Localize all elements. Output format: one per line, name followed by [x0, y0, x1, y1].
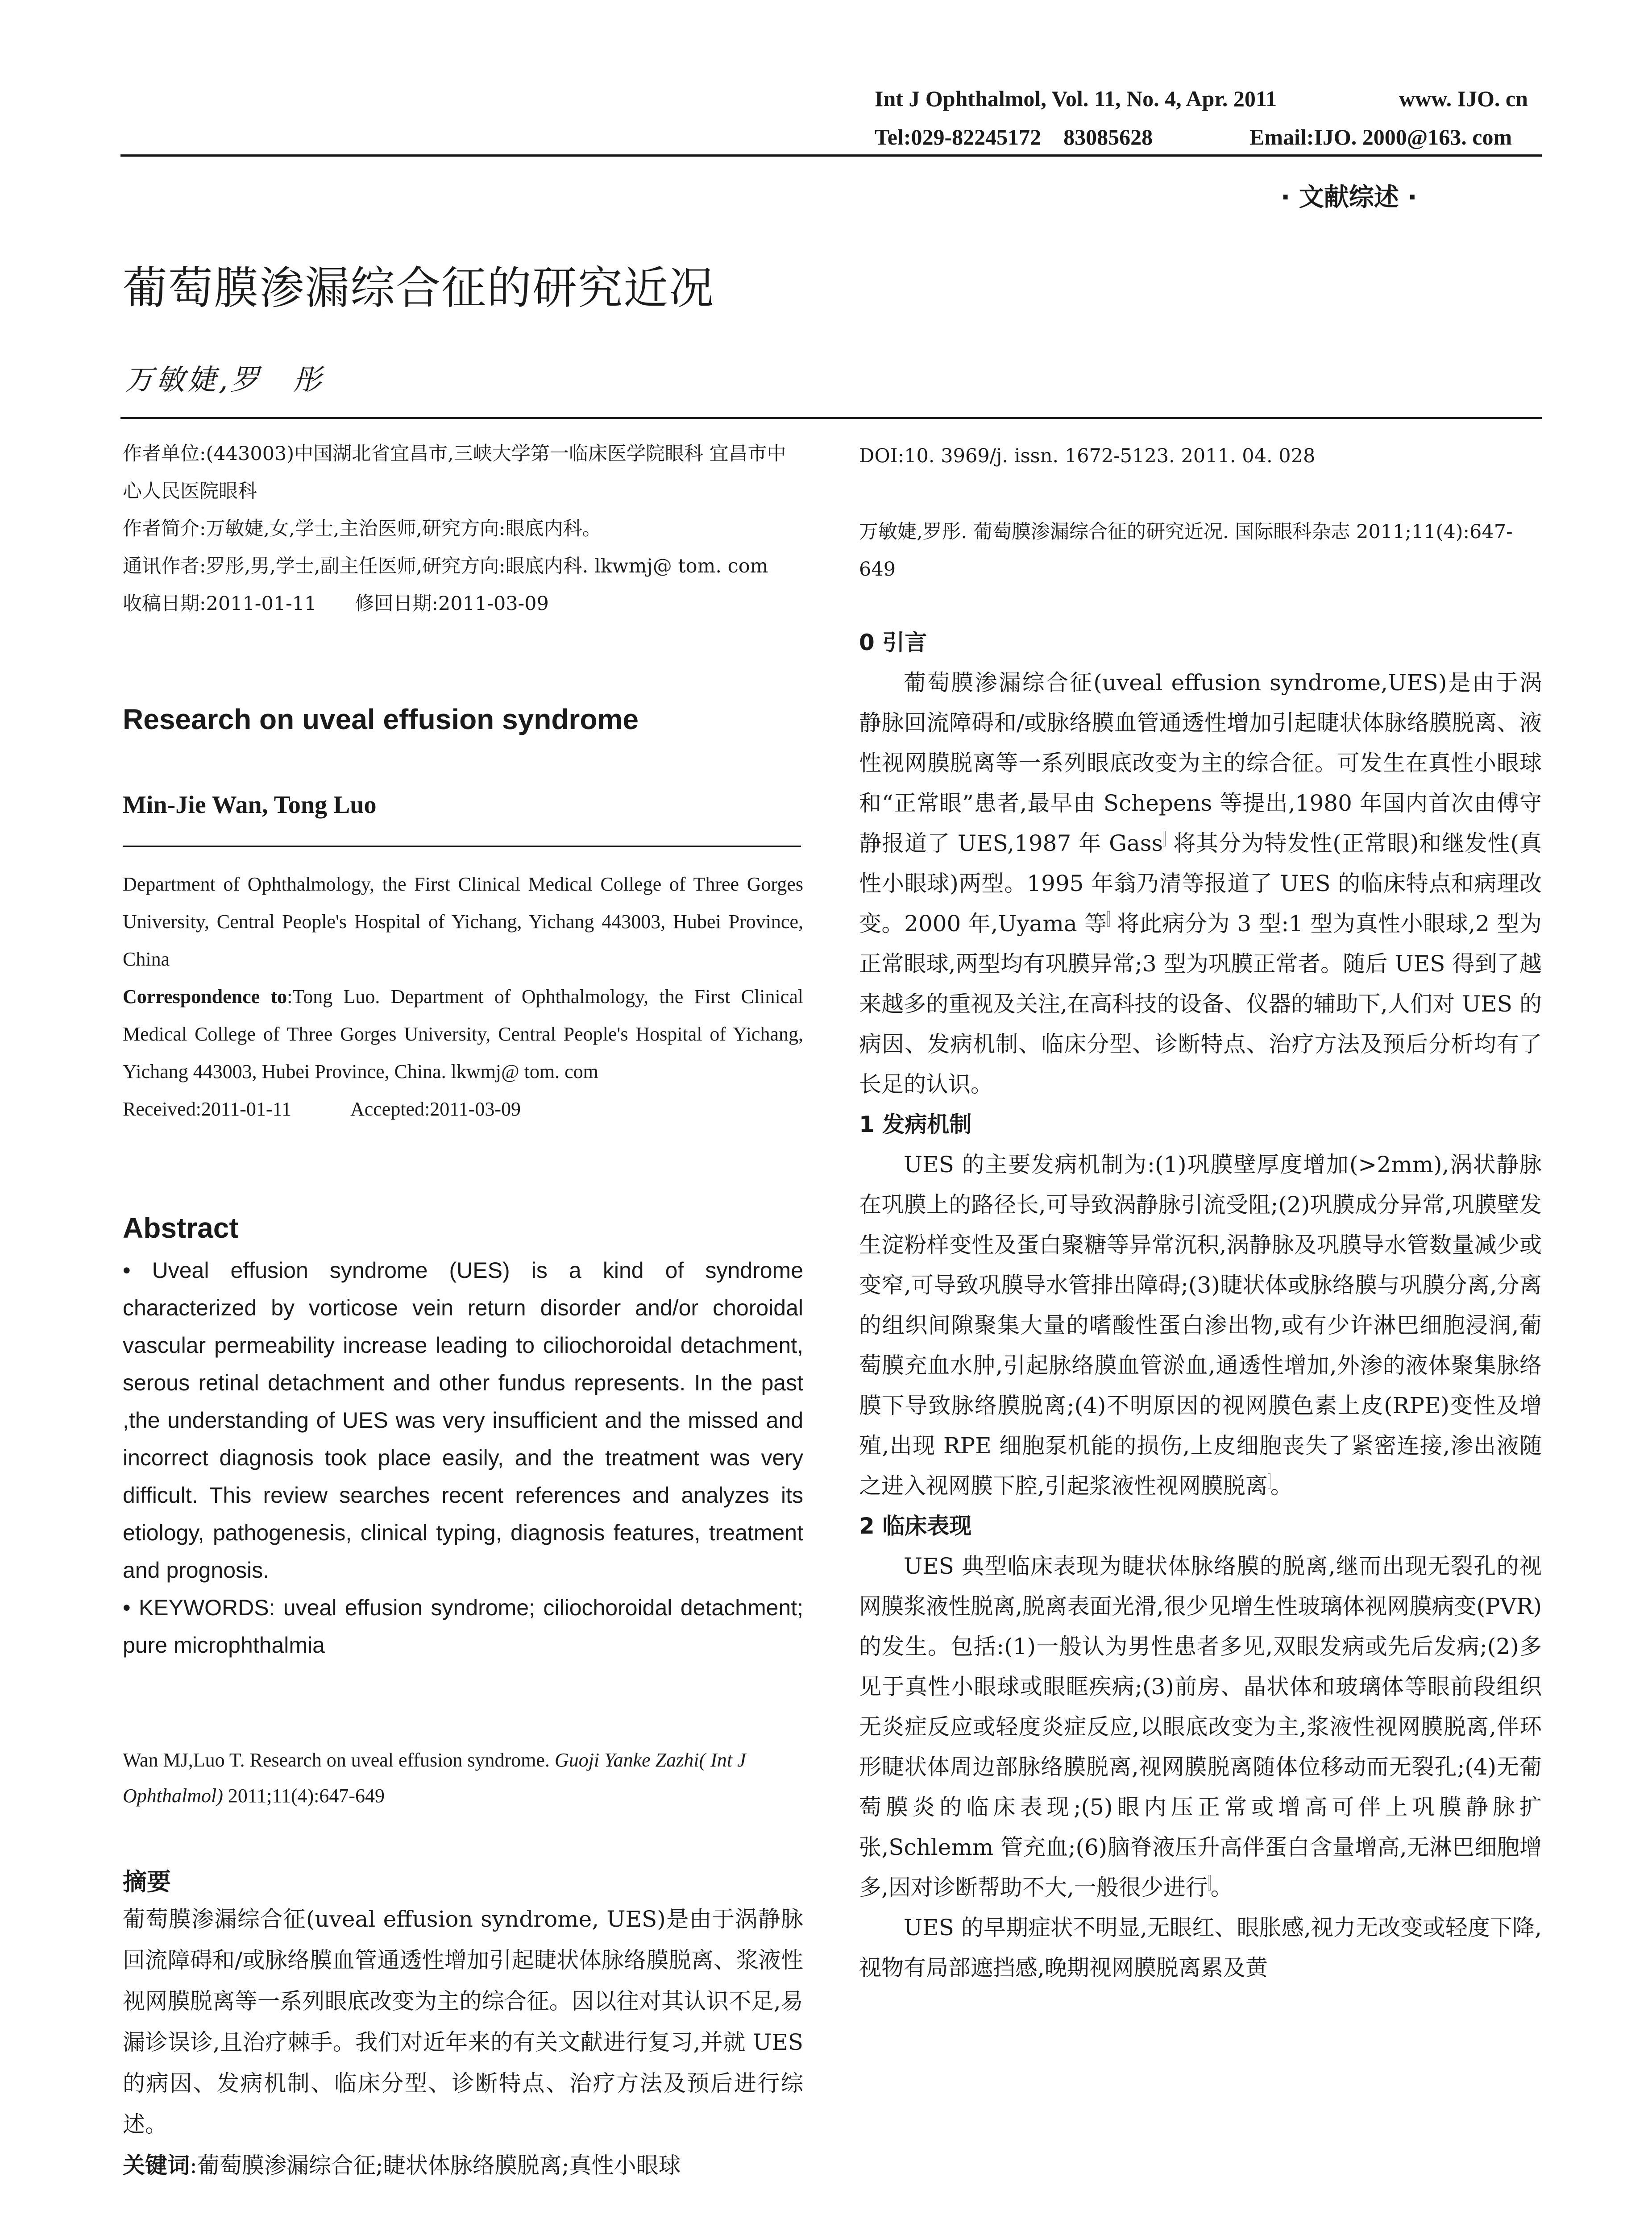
authors-rule	[123, 846, 801, 847]
correspondence-label: Correspondence to	[123, 986, 287, 1008]
chinese-abstract-heading: 摘要	[123, 1868, 171, 1896]
s1-text-b: 。	[1270, 1473, 1293, 1499]
title-rule	[120, 417, 1542, 419]
corresponding-author: 通讯作者:罗彤,男,学士,副主任医师,研究方向:眼底内科. lkwmj@ tom. com	[123, 555, 768, 577]
journal-email: Email:IJO. 2000@163. com	[1249, 124, 1512, 149]
journal-info: Int J Ophthalmol, Vol. 11, No. 4, Apr. 2011	[875, 86, 1277, 111]
journal-tel: Tel:029-82245172 83085628	[875, 124, 1153, 149]
abstract-heading: Abstract	[123, 1212, 239, 1244]
section-1-body	[859, 1145, 1542, 1506]
left-column	[123, 435, 803, 622]
section-0-heading: 0 引言	[859, 630, 927, 655]
abstract-keywords: • KEYWORDS: uveal effusion syndrome; ciliochoroidal detachment; pure microphthalmia	[123, 1595, 803, 1658]
abstract-text: • Uveal effusion syndrome (UES) is a kind of syndrome characterized by vorticose vein return disorder and/or choroidal vascular permeability increase leading to ciliochoroidal detachment, serous retinal detachment and other fundus represents. In the past ,the understanding of UES was very insufficient and the missed and incorrect diagnosis took place easily, and the treatment was very difficult. This review searches recent references and analyzes its etiology, pathogenesis, clinical typing, diagnosis features, treatment and prognosis.	[123, 1258, 803, 1583]
english-department: Department of Ophthalmology, the First Clinical Medical College of Three Gorges University, Central People's Hospital of Yichang, Yichang 443003, Hubei Province, China	[123, 873, 803, 970]
section-0-paragraph	[859, 663, 1542, 1104]
english-affiliation-block	[123, 866, 803, 1128]
section-tag: · 文献综述 ·	[1281, 183, 1417, 212]
s0-text-b: 将其分为特发性(正常眼)和继发性(真性小眼球)两型。1995 年翁乃清等报道了 UES 的临床特点和病理改变。2000 年,Uyama 等	[859, 830, 1542, 937]
received-dates: 收稿日期:2011-01-11 修回日期:2011-03-09	[123, 593, 549, 615]
right-column-body	[859, 622, 1542, 1988]
s0-text-c: 将此病分为 3 型:1 型为真性小眼球,2 型为正常眼球,两型均有巩膜异常;3 型为巩膜正常者。随后 UES 得到了越来越多的重视及关注,在高科技的设备、仪器的辅助下,人们对 UES 的病因、发病机制、临床分型、诊断特点、治疗方法及预后分析均有了长足的认识。	[859, 911, 1542, 1097]
citation-volume: 2011;11(4):647-649	[223, 1785, 385, 1807]
author-bio: 作者简介:万敏婕,女,学士,主治医师,研究方向:眼底内科。	[123, 518, 602, 540]
abstract-block	[123, 1252, 803, 1664]
english-citation	[123, 1742, 803, 1814]
chinese-citation: 万敏婕,罗彤. 葡萄膜渗漏综合征的研究近况. 国际眼科杂志 2011;11(4):647-649	[859, 521, 1513, 581]
s1-text-a: UES 的主要发病机制为:(1)巩膜壁厚度增加(>2mm),涡状静脉在巩膜上的路径长,可导致涡静脉引流受阻;(2)巩膜成分异常,巩膜壁发生淀粉样变性及蛋白聚糖等异常沉积,涡静脉及巩膜导水管数量减少或变窄,可导致巩膜导水管排出障碍;(3)睫状体或脉络膜与巩膜分离,分离的组织间隙聚集大量的嗜酸性蛋白渗出物,或有少许淋巴细胞浸润,葡萄膜充血水肿,引起脉络膜血管淤血,通透性增加,外渗的液体聚集脉络膜下导致脉络膜脱离;(4)不明原因的视网膜色素上皮(RPE)变性及增殖,出现 RPE 细胞泵机能的损伤,上皮细胞丧失了紧密连接,渗出液随之进入视网膜下腔,引起浆液性视网膜脱离	[859, 1152, 1542, 1499]
english-authors: Min-Jie Wan, Tong Luo	[123, 791, 377, 819]
section-1-paragraph	[859, 1145, 1542, 1506]
s0-text-a: 葡萄膜渗漏综合征(uveal effusion syndrome,UES)是由于涡静脉回流障碍和/或脉络膜血管通透性增加引起睫状体脉络膜脱离、液性视网膜脱离等一系列眼底改变为主的综合征。可发生在真性小眼球和“正常眼”患者,最早由 Schepens 等提出,1980 年国内首次由傅守静报道了 UES,1987 年 Gass	[859, 670, 1542, 856]
s2-text-a: UES 典型临床表现为睫状体脉络膜的脱离,继而出现无裂孔的视网膜浆液性脱离,脱离表面光滑,很少见增生性玻璃体视网膜病变(PVR)的发生。包括:(1)一般认为男性患者多见,双眼发病或先后发病;(2)多见于真性小眼球或眼眶疾病;(3)前房、晶状体和玻璃体等眼前段组织无炎症反应或轻度炎症反应,以眼底改变为主,浆液性视网膜脱离,伴环形睫状体周边部脉络膜脱离,视网膜脱离随体位移动而无裂孔;(4)无葡萄膜炎的临床表现;(5)眼内压正常或增高可伴上巩膜静脉扩张,Schlemm 管充血;(6)脑脊液压升高伴蛋白含量增高,无淋巴细胞增多,因对诊断帮助不大,一般很少进行	[859, 1553, 1542, 1900]
english-title: Research on uveal effusion syndrome	[123, 703, 639, 735]
doi: DOI:10. 3969/j. issn. 1672-5123. 2011. 04. 028	[859, 445, 1316, 467]
section-2-heading: 2 临床表现	[859, 1513, 972, 1539]
author-affiliation: 作者单位:(443003)中国湖北省宜昌市,三峡大学第一临床医学院眼科 宜昌市中心人民医院眼科	[123, 443, 786, 502]
section-2-paragraph-1	[859, 1546, 1542, 1908]
section-0-body	[859, 663, 1542, 1104]
section-2-body	[859, 1546, 1542, 1988]
english-dates: Received:2011-01-11 Accepted:2011-03-09	[123, 1098, 521, 1120]
correspondence-text: :Tong Luo. Department of Ophthalmology, the First Clinical Medical College of Three Gorges University, Central People's Hospital of Yichang, Yichang 443003, Hubei Province, China. lkwmj@ tom. com	[123, 986, 803, 1082]
article-title: 葡萄膜渗漏综合征的研究近况	[123, 262, 714, 314]
chinese-abstract-block	[123, 1899, 803, 2186]
journal-website: www. IJO. cn	[1399, 86, 1528, 111]
english-correspondence	[123, 978, 803, 1091]
citation-authors: Wan MJ,Luo T. Research on uveal effusion syndrome.	[123, 1749, 555, 1771]
chinese-keywords	[123, 2145, 803, 2186]
keywords-text: :葡萄膜渗漏综合征;睫状体脉络膜脱离;真性小眼球	[190, 2152, 681, 2178]
chinese-abstract-text: 葡萄膜渗漏综合征(uveal effusion syndrome, UES)是由于涡静脉回流障碍和/或脉络膜血管通透性增加引起睫状体脉络膜脱离、浆液性视网膜脱离等一系列眼底改变为主的综合征。因以往对其认识不足,易漏诊误诊,且治疗棘手。我们对近年来的有关文献进行复习,并就 UES 的病因、发病机制、临床分型、诊断特点、治疗方法及预后进行综述。	[123, 1906, 803, 2137]
s2-text-b: 。	[1210, 1874, 1233, 1900]
citation-journal: Guoji Yanke Zazhi( Int J Ophthalmol)	[123, 1749, 746, 1807]
article-authors: 万敏婕,罗 彤	[125, 364, 324, 397]
section-2-paragraph-2: UES 的早期症状不明显,无眼红、眼胀感,视力无改变或轻度下降,视物有局部遮挡感,晚期视网膜脱离累及黄	[859, 1915, 1542, 1981]
header-rule	[120, 154, 1542, 157]
section-1-heading: 1 发病机制	[859, 1111, 972, 1137]
keywords-label: 关键词	[123, 2152, 190, 2178]
